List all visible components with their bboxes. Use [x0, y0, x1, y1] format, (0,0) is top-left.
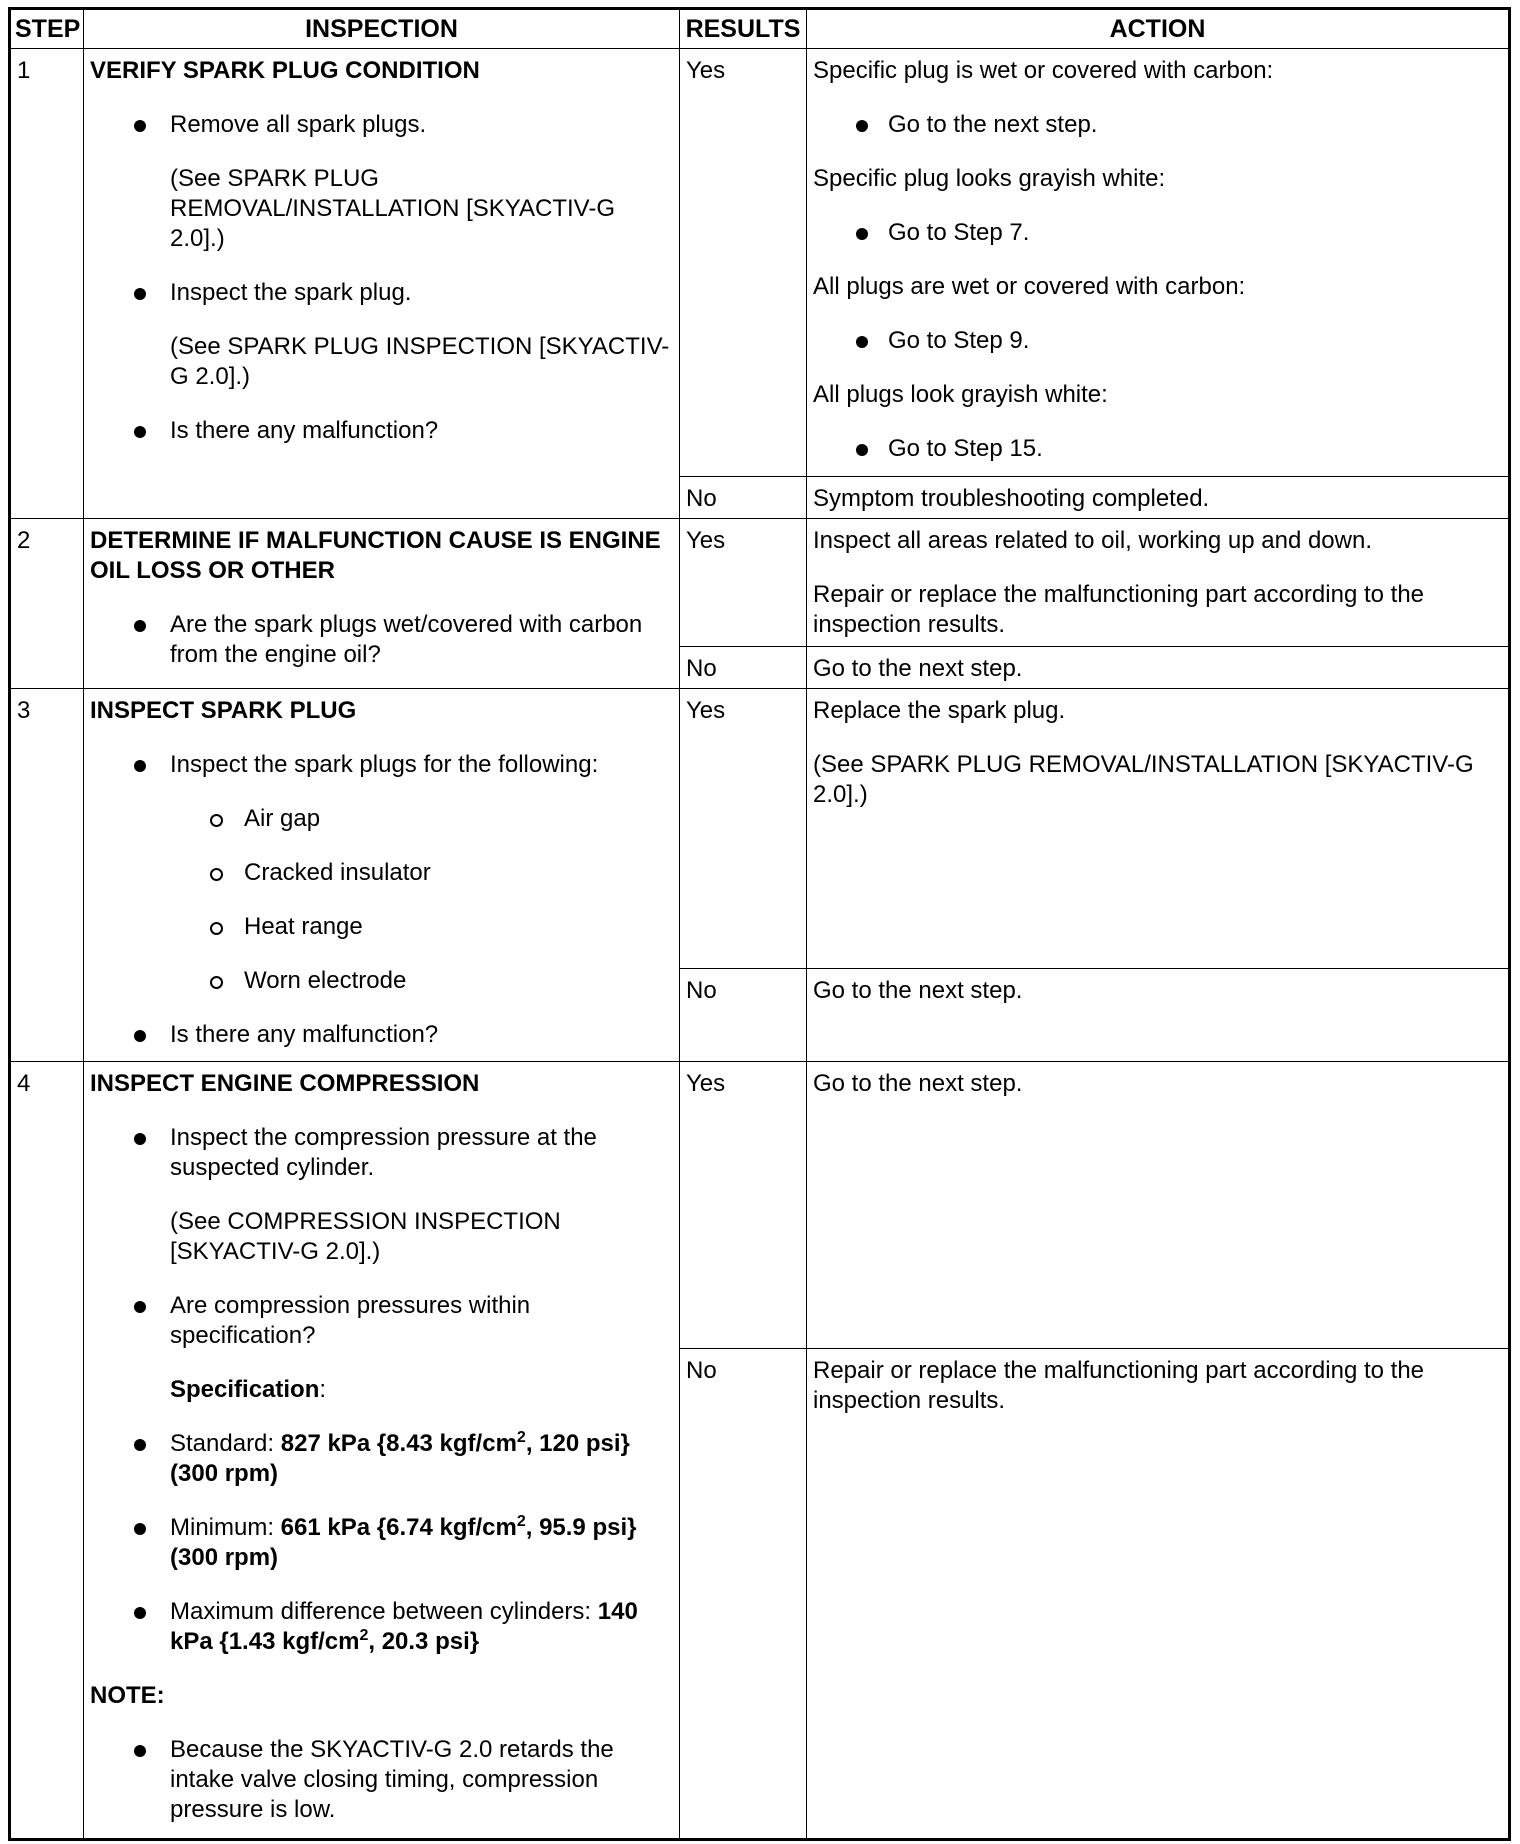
step-number: 2 — [10, 519, 84, 689]
step-1-no-action: Symptom troubleshooting completed. — [807, 477, 1510, 519]
bullet-item: Is there any malfunction? — [90, 416, 673, 446]
reference-text: (See SPARK PLUG REMOVAL/INSTALLATION [SKYACTIV-G 2.0].) — [813, 751, 1474, 808]
superscript: 2 — [516, 1513, 526, 1530]
result-no: No — [680, 1349, 807, 1840]
action-text: Repair or replace the malfunctioning part according to the inspection results. — [813, 581, 1425, 638]
spec-minimum — [90, 1513, 673, 1573]
step-4-yes-action: Go to the next step. — [807, 1062, 1510, 1349]
spec-value-part: , 120 psi} (300 rpm) — [170, 1430, 630, 1487]
step-4-no-action: Repair or replace the malfunctioning part according to the inspection results. — [807, 1349, 1510, 1840]
condition-text: All plugs are wet or covered with carbon: — [813, 273, 1246, 300]
bullet-item: Inspect the compression pressure at the suspected cylinder. — [90, 1123, 673, 1183]
spec-max-label: Maximum difference between cylinders: — [170, 1598, 598, 1625]
spec-standard — [90, 1429, 673, 1489]
step-3-inspection — [84, 689, 680, 1062]
bullet-item: Are the spark plugs wet/covered with carbon from the engine oil? — [90, 610, 673, 670]
sub-bullet-item: Cracked insulator — [90, 858, 673, 888]
spec-value-part: , 95.9 psi} (300 rpm) — [170, 1514, 637, 1571]
step-number: 3 — [10, 689, 84, 1062]
action-bullet: Go to Step 7. — [813, 218, 1502, 248]
step-1-inspection — [84, 49, 680, 519]
header-action: ACTION — [807, 9, 1510, 49]
step-number: 4 — [10, 1062, 84, 1840]
step-number: 1 — [10, 49, 84, 519]
bullet-item: Inspect the spark plugs for the following: — [90, 750, 673, 780]
condition-text: All plugs look grayish white: — [813, 381, 1108, 408]
step-3-no-action: Go to the next step. — [807, 969, 1510, 1062]
result-yes: Yes — [680, 49, 807, 477]
step-title: VERIFY SPARK PLUG CONDITION — [90, 57, 480, 84]
note-bullet: Because the SKYACTIV-G 2.0 retards the intake valve closing timing, compression pressure is low. — [90, 1735, 673, 1825]
bullet-item: Are compression pressures within specification? — [90, 1291, 673, 1351]
result-yes: Yes — [680, 519, 807, 647]
spec-standard-label: Standard: — [170, 1430, 281, 1457]
superscript: 2 — [359, 1627, 369, 1644]
action-text: Inspect all areas related to oil, working up and down. — [813, 527, 1372, 554]
troubleshooting-table — [8, 7, 1511, 1841]
step-1-yes-row — [10, 49, 1510, 477]
step-4-yes-row — [10, 1062, 1510, 1349]
bullet-item: Remove all spark plugs. — [90, 110, 673, 140]
result-no: No — [680, 647, 807, 689]
step-2-yes-action — [807, 519, 1510, 647]
spec-value-part: , 20.3 psi} — [368, 1628, 480, 1655]
step-title: INSPECT SPARK PLUG — [90, 697, 357, 724]
action-text: Replace the spark plug. — [813, 697, 1066, 724]
reference-text: (See SPARK PLUG INSPECTION [SKYACTIV-G 2.0].) — [170, 333, 670, 390]
spec-minimum-label: Minimum: — [170, 1514, 281, 1541]
header-results: RESULTS — [680, 9, 807, 49]
header-inspection: INSPECTION — [84, 9, 680, 49]
step-title: DETERMINE IF MALFUNCTION CAUSE IS ENGINE OIL LOSS OR OTHER — [90, 527, 661, 584]
sub-bullet-item: Heat range — [90, 912, 673, 942]
condition-text: Specific plug is wet or covered with carbon: — [813, 57, 1274, 84]
superscript: 2 — [516, 1429, 526, 1446]
spec-value-part: 140 kPa {1.43 kgf/cm — [170, 1598, 638, 1655]
result-no: No — [680, 969, 807, 1062]
result-yes: Yes — [680, 1062, 807, 1349]
action-bullet: Go to Step 9. — [813, 326, 1502, 356]
bullet-item: Inspect the spark plug. — [90, 278, 673, 308]
step-2-no-action: Go to the next step. — [807, 647, 1510, 689]
note-heading: NOTE: — [90, 1682, 165, 1709]
action-bullet: Go to Step 15. — [813, 434, 1502, 464]
table-header-row — [10, 9, 1510, 49]
step-3-yes-row — [10, 689, 1510, 969]
step-1-yes-action — [807, 49, 1510, 477]
step-title: INSPECT ENGINE COMPRESSION — [90, 1070, 480, 1097]
condition-text: Specific plug looks grayish white: — [813, 165, 1166, 192]
spec-max-difference — [90, 1597, 673, 1657]
reference-text: (See SPARK PLUG REMOVAL/INSTALLATION [SKYACTIV-G 2.0].) — [170, 165, 615, 252]
sub-bullet-item: Air gap — [90, 804, 673, 834]
spec-value-part: 661 kPa {6.74 kgf/cm — [280, 1514, 517, 1541]
reference-text: (See COMPRESSION INSPECTION [SKYACTIV-G 2.0].) — [170, 1208, 561, 1265]
step-2-inspection — [84, 519, 680, 689]
bullet-item: Is there any malfunction? — [90, 1020, 673, 1050]
specification-heading — [90, 1375, 673, 1405]
header-step: STEP — [10, 9, 84, 49]
result-yes: Yes — [680, 689, 807, 969]
specification-colon: : — [319, 1376, 327, 1403]
result-no: No — [680, 477, 807, 519]
step-3-yes-action — [807, 689, 1510, 969]
sub-bullet-item: Worn electrode — [90, 966, 673, 996]
step-4-inspection — [84, 1062, 680, 1840]
spec-value-part: 827 kPa {8.43 kgf/cm — [280, 1430, 517, 1457]
specification-label: Specification — [170, 1376, 320, 1403]
step-2-yes-row — [10, 519, 1510, 647]
action-bullet: Go to the next step. — [813, 110, 1502, 140]
